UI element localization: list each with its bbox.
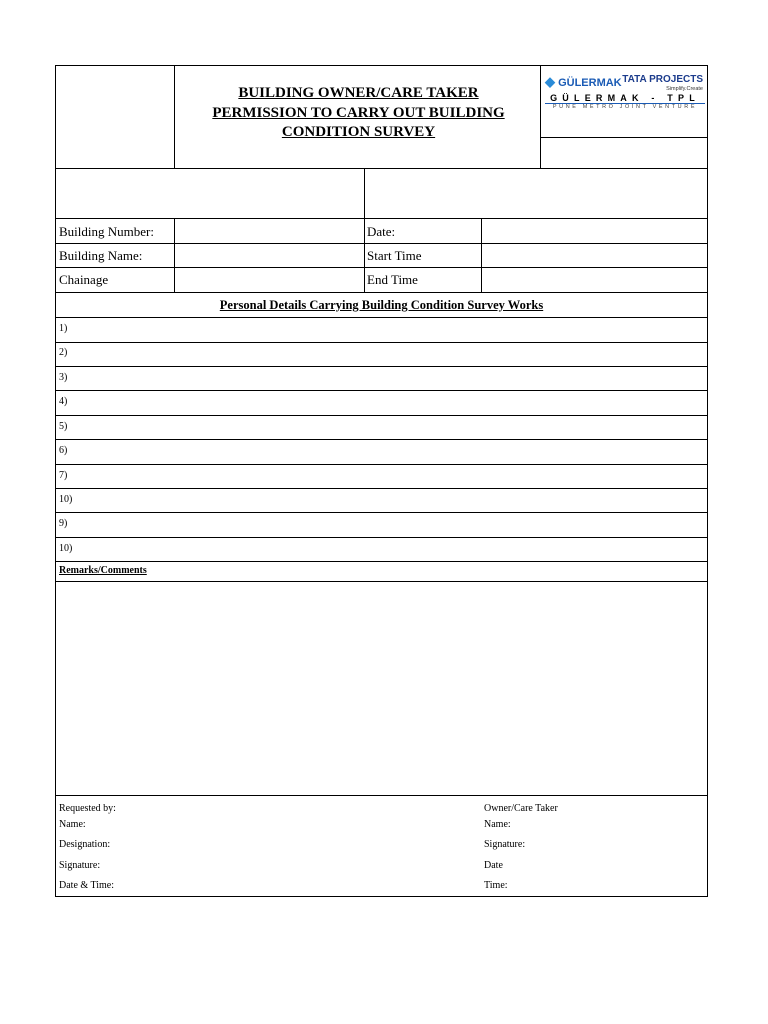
owner-time-label: Time: bbox=[484, 880, 508, 891]
owner-name-label: Name: bbox=[484, 819, 511, 830]
owner-label: Owner/Care Taker bbox=[484, 803, 558, 814]
owner-date-label: Date bbox=[484, 860, 503, 871]
personnel-row-label: 10) bbox=[59, 543, 73, 554]
personnel-row-label: 5) bbox=[59, 421, 68, 432]
tata-logo: TATA PROJECTS bbox=[622, 74, 703, 85]
chainage-field[interactable] bbox=[175, 268, 364, 292]
date-field[interactable] bbox=[482, 219, 708, 243]
building-name-field[interactable] bbox=[175, 244, 364, 267]
row-line bbox=[56, 342, 707, 343]
row-line bbox=[56, 439, 707, 440]
row-line bbox=[56, 537, 707, 538]
permission-form bbox=[55, 65, 708, 897]
header-divider-left bbox=[174, 66, 175, 168]
personnel-row-label: 3) bbox=[59, 372, 68, 383]
building-number-field[interactable] bbox=[175, 219, 364, 243]
personnel-row-label: 9) bbox=[59, 518, 68, 529]
row-line bbox=[56, 390, 707, 391]
personnel-row-label: 6) bbox=[59, 445, 68, 456]
row-line bbox=[56, 292, 707, 293]
personnel-row-label: 7) bbox=[59, 470, 68, 481]
title-line-2: PERMISSION TO CARRY OUT BUILDING bbox=[212, 104, 505, 121]
personnel-row-label: 2) bbox=[59, 347, 68, 358]
personnel-row-label: 1) bbox=[59, 323, 68, 334]
end-time-field[interactable] bbox=[482, 268, 708, 292]
row-line bbox=[56, 366, 707, 367]
chainage-label: Chainage bbox=[59, 272, 109, 287]
row-line bbox=[56, 795, 707, 796]
company-logo bbox=[541, 66, 709, 138]
row-line bbox=[56, 464, 707, 465]
requested-by-label: Requested by: bbox=[59, 803, 116, 814]
building-name-label: Building Name: bbox=[59, 248, 143, 263]
jv-name: GÜLERMAK - TPL bbox=[550, 93, 700, 103]
blank-field-left[interactable] bbox=[56, 169, 364, 218]
tata-tagline: Simplify.Create bbox=[666, 86, 703, 92]
row-line bbox=[56, 581, 707, 582]
row-line bbox=[56, 317, 707, 318]
date-label: Date: bbox=[367, 224, 396, 239]
row-line bbox=[56, 415, 707, 416]
gulermak-mark-icon: ◆ bbox=[545, 74, 555, 89]
row-line bbox=[56, 512, 707, 513]
remarks-field[interactable] bbox=[56, 583, 708, 794]
requester-designation-label: Designation: bbox=[59, 839, 111, 850]
personnel-row-label: 10) bbox=[59, 494, 73, 505]
requester-name-label: Name: bbox=[59, 819, 86, 830]
remarks-label: Remarks/Comments bbox=[59, 565, 147, 576]
requester-signature-label: Signature: bbox=[59, 860, 101, 871]
row-line bbox=[56, 561, 707, 562]
personnel-row-label: 4) bbox=[59, 396, 68, 407]
start-time-field[interactable] bbox=[482, 244, 708, 267]
title-line-3: CONDITION SURVEY bbox=[281, 124, 436, 140]
personnel-section-title: Personal Details Carrying Building Condition Survey Works bbox=[219, 298, 544, 312]
requester-date-time-label: Date & Time: bbox=[59, 880, 115, 891]
form-title bbox=[176, 84, 541, 143]
blank-field-right[interactable] bbox=[365, 169, 708, 218]
owner-signature-label: Signature: bbox=[484, 839, 526, 850]
building-number-label: Building Number: bbox=[59, 224, 154, 239]
title-line-1: BUILDING OWNER/CARE TAKER bbox=[238, 85, 479, 101]
gulermak-logo-text: GÜLERMAK bbox=[558, 77, 622, 89]
end-time-label: End Time bbox=[367, 272, 418, 287]
gulermak-logo bbox=[545, 74, 622, 90]
jv-subtitle: PUNE METRO JOINT VENTURE bbox=[552, 104, 698, 110]
row-line bbox=[56, 488, 707, 489]
start-time-label: Start Time bbox=[367, 248, 422, 263]
